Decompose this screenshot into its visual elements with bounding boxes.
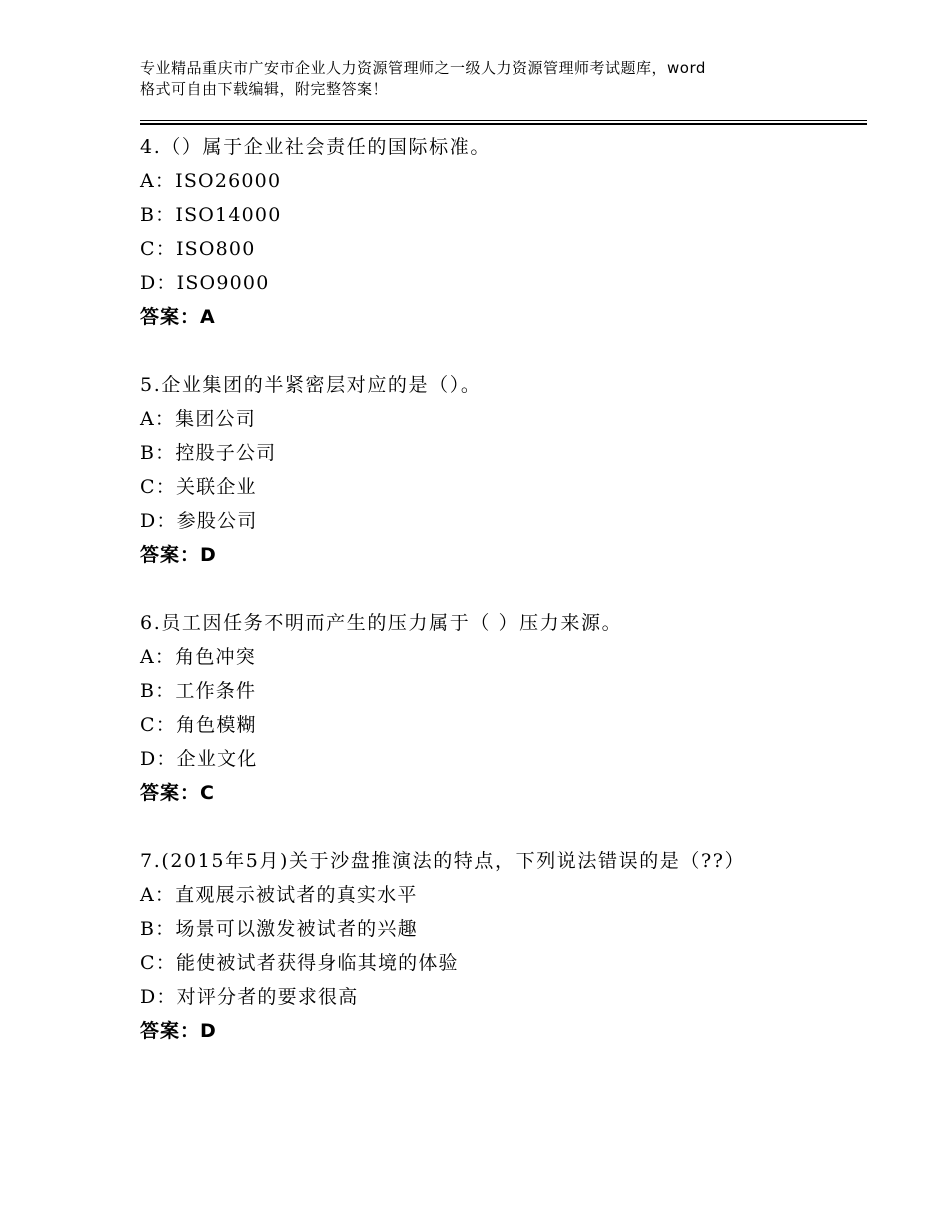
option-b: B：ISO14000 <box>140 204 282 226</box>
answer-label: 答案：D <box>140 544 217 566</box>
answer-label: 答案：A <box>140 306 216 328</box>
option-a: A：角色冲突 <box>140 646 256 668</box>
question-5 <box>140 368 860 572</box>
question-title: 6.员工因任务不明而产生的压力属于（ ）压力来源。 <box>140 612 623 634</box>
option-d: D：ISO9000 <box>140 272 270 294</box>
option-c: C：关联企业 <box>140 476 257 498</box>
option-d: D：参股公司 <box>140 510 258 532</box>
option-d: D：企业文化 <box>140 748 258 770</box>
answer-label: 答案：C <box>140 782 215 804</box>
option-a: A：ISO26000 <box>140 170 282 192</box>
question-4 <box>140 130 860 334</box>
option-b: B：工作条件 <box>140 680 257 702</box>
question-title: 4.（）属于企业社会责任的国际标准。 <box>140 136 491 158</box>
header-line-2: 格式可自由下载编辑，附完整答案！ <box>140 80 389 98</box>
question-title: 5.企业集团的半紧密层对应的是（）。 <box>140 374 482 396</box>
question-7 <box>140 844 860 1048</box>
document-header <box>140 58 840 100</box>
header-divider-thin <box>140 120 867 121</box>
option-c: C：ISO800 <box>140 238 256 260</box>
option-a: A：直观展示被试者的真实水平 <box>140 884 418 906</box>
question-6 <box>140 606 860 810</box>
option-b: B：场景可以激发被试者的兴趣 <box>140 918 418 940</box>
header-divider-thick <box>140 123 867 125</box>
option-a: A：集团公司 <box>140 408 256 430</box>
answer-label: 答案：D <box>140 1020 217 1042</box>
question-list <box>140 130 860 1082</box>
option-b: B：控股子公司 <box>140 442 277 464</box>
option-c: C：能使被试者获得身临其境的体验 <box>140 952 459 974</box>
header-line-1: 专业精品重庆市广安市企业人力资源管理师之一级人力资源管理师考试题库，word <box>140 59 706 77</box>
option-d: D：对评分者的要求很高 <box>140 986 359 1008</box>
option-c: C：角色模糊 <box>140 714 257 736</box>
question-title: 7.(2015年5月)关于沙盘推演法的特点，下列说法错误的是（??） <box>140 850 746 872</box>
